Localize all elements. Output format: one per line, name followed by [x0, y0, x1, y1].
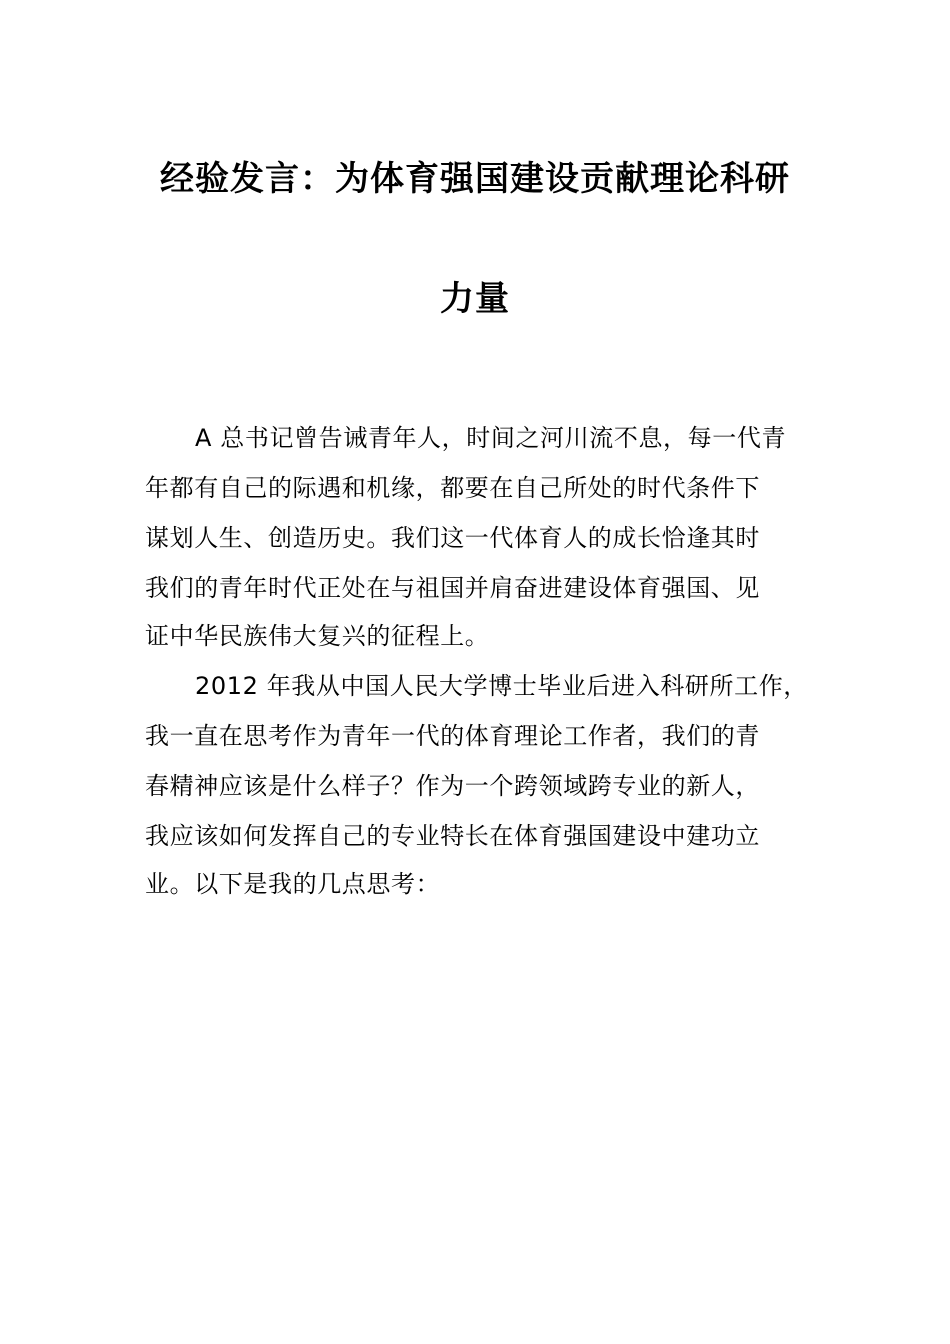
paragraph-2-line-4: 我应该如何发挥自己的专业特长在体育强国建设中建功立	[145, 822, 760, 850]
paragraph-2-line-5: 业。以下是我的几点思考：	[145, 870, 441, 898]
paragraph-1-line-3: 谋划人生、创造历史。我们这一代体育人的成长恰逢其时	[145, 524, 760, 552]
paragraph-1-line-4: 我们的青年时代正处在与祖国并肩奋进建设体育强国、见	[145, 574, 760, 602]
document-title-line-1: 经验发言：为体育强国建设贡献理论科研	[160, 159, 790, 199]
paragraph-1-line-1: A 总书记曾告诫青年人，时间之河川流不息，每一代青	[195, 424, 787, 452]
paragraph-2-line-3: 春精神应该是什么样子？作为一个跨领域跨专业的新人，	[145, 772, 760, 800]
paragraph-1-line-2: 年都有自己的际遇和机缘，都要在自己所处的时代条件下	[145, 474, 760, 502]
document-title-line-2: 力量	[440, 279, 510, 319]
paragraph-2-line-1: 2012 年我从中国人民大学博士毕业后进入科研所工作，	[195, 672, 808, 700]
paragraph-2-line-2: 我一直在思考作为青年一代的体育理论工作者，我们的青	[145, 722, 760, 750]
paragraph-1-line-5: 证中华民族伟大复兴的征程上。	[145, 622, 490, 650]
